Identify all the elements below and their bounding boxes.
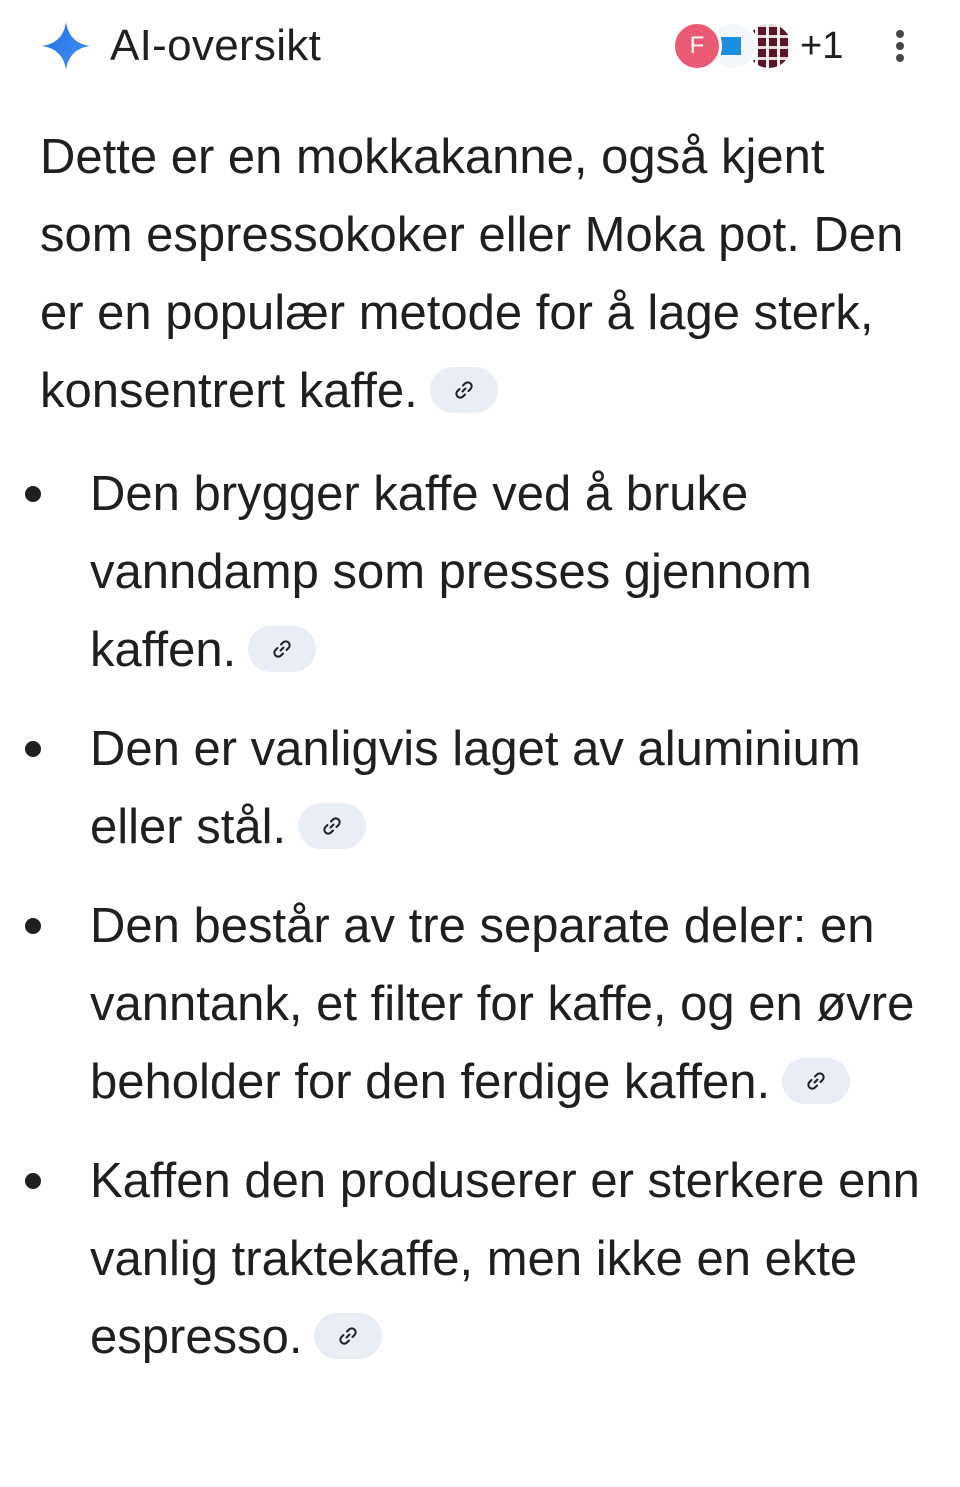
link-icon — [270, 637, 294, 661]
overview-content — [40, 118, 940, 1397]
link-chip[interactable] — [248, 626, 316, 672]
link-chip[interactable] — [782, 1058, 850, 1104]
bullet-text: Den består av tre separate deler: en vanntank, et filter for kaffe, og en øvre beholder for den ferdige kaffen. — [90, 899, 915, 1109]
link-chip[interactable] — [314, 1313, 382, 1359]
link-icon — [320, 814, 344, 838]
bullet-text: Den brygger kaffe ved å bruke vanndamp som presses gjennom kaffen. — [90, 467, 812, 677]
list-item — [40, 710, 950, 866]
sources-stack[interactable] — [672, 18, 843, 74]
intro-paragraph — [40, 118, 910, 430]
more-vert-icon[interactable] — [885, 26, 915, 66]
sparkle-icon — [40, 20, 92, 72]
page-title: AI-oversikt — [110, 21, 322, 70]
bullet-dot — [25, 1173, 41, 1189]
more-sources-count[interactable]: +1 — [800, 24, 844, 67]
ai-overview-header — [0, 0, 960, 92]
list-item — [40, 455, 920, 689]
list-item — [40, 1142, 950, 1376]
bullet-text: Den er vanligvis laget av aluminium eller stål. — [90, 722, 861, 854]
source-favicon[interactable]: F — [672, 21, 722, 71]
link-chip[interactable] — [430, 367, 498, 413]
link-chip[interactable] — [298, 803, 366, 849]
bullet-dot — [25, 486, 41, 502]
link-icon — [336, 1324, 360, 1348]
bullet-dot — [25, 741, 41, 757]
list-item — [40, 887, 920, 1121]
link-icon — [804, 1069, 828, 1093]
link-icon — [452, 378, 476, 402]
bullet-list — [40, 455, 940, 1376]
bullet-dot — [25, 918, 41, 934]
bullet-text: Kaffen den produserer er sterkere enn vanlig traktekaffe, men ikke en ekte espresso. — [90, 1154, 920, 1364]
intro-text: Dette er en mokkakanne, også kjent som espressokoker eller Moka pot. Den er en populær metode for å lage sterk, konsentrert kaffe. — [40, 130, 904, 418]
